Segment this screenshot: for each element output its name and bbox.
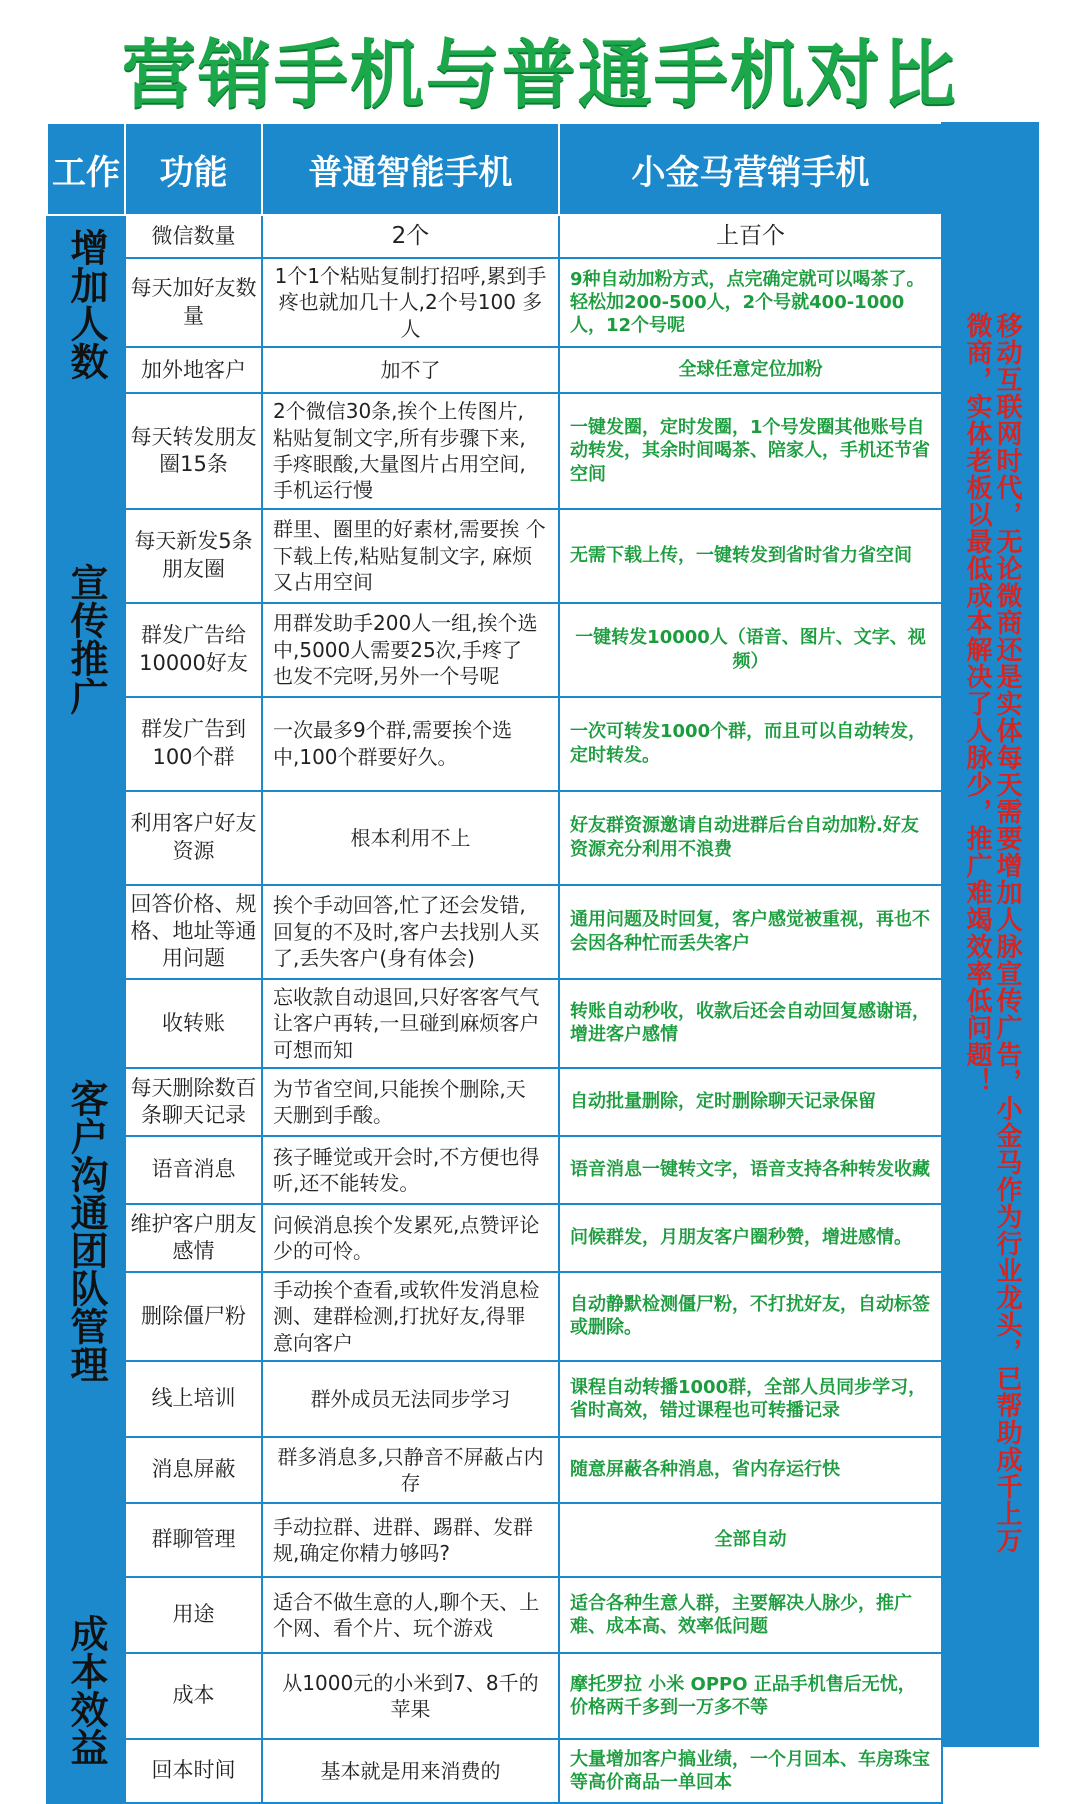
category-promotion: 宣传推广 — [47, 393, 125, 885]
table-row — [47, 979, 942, 1068]
header-row — [47, 123, 942, 215]
row-function: 收转账 — [125, 979, 262, 1068]
row-function: 回答价格、规格、地址等通用问题 — [125, 885, 262, 979]
row-normal: 从1000元的小米到7、8千的苹果 — [262, 1653, 559, 1739]
category-cost-benefit: 成本效益 — [47, 1577, 125, 1803]
row-normal: 根本利用不上 — [262, 791, 559, 885]
category-customer-communication: 客户沟通团队管理 — [47, 885, 125, 1577]
row-function: 群发广告给10000好友 — [125, 603, 262, 697]
row-function: 回本时间 — [125, 1739, 262, 1803]
table-row — [47, 1653, 942, 1739]
row-function: 群聊管理 — [125, 1503, 262, 1577]
table-row — [47, 885, 942, 979]
row-function: 每天转发朋友圈15条 — [125, 393, 262, 509]
row-marketing: 一次可转发1000个群，而且可以自动转发，定时转发。 — [559, 697, 942, 791]
row-marketing: 摩托罗拉 小米 OPPO 正品手机售后无忧，价格两千多到一万多不等 — [559, 1653, 942, 1739]
row-normal: 挨个手动回答,忙了还会发错, 回复的不及时,客户去找别人买 了,丢失客户(身有体会) — [262, 885, 559, 979]
row-function: 用途 — [125, 1577, 262, 1653]
row-function: 加外地客户 — [125, 347, 262, 393]
row-normal: 用群发助手200人一组,挨个选 中,5000人需要25次,手疼了 也发不完呀,另外一个号呢 — [262, 603, 559, 697]
row-normal: 群多消息多,只静音不屏蔽占内存 — [262, 1437, 559, 1503]
table-row — [47, 215, 942, 258]
table-row — [47, 1136, 942, 1204]
row-normal: 群外成员无法同步学习 — [262, 1361, 559, 1437]
row-marketing: 全部自动 — [559, 1503, 942, 1577]
table-row — [47, 258, 942, 347]
row-marketing: 无需下载上传，一键转发到省时省力省空间 — [559, 509, 942, 603]
row-marketing: 好友群资源邀请自动进群后台自动加粉.好友资源充分利用不浪费 — [559, 791, 942, 885]
row-marketing: 课程自动转播1000群，全部人员同步学习，省时高效，错过课程也可转播记录 — [559, 1361, 942, 1437]
row-marketing: 随意屏蔽各种消息，省内存运行快 — [559, 1437, 942, 1503]
table-row — [47, 1272, 942, 1361]
row-normal: 1个1个粘贴复制打招呼,累到手疼也就加几十人,2个号100 多人 — [262, 258, 559, 347]
table-row — [47, 1577, 942, 1653]
row-marketing: 语音消息一键转文字，语音支持各种转发收藏 — [559, 1136, 942, 1204]
header-marketing-phone: 小金马营销手机 — [559, 123, 942, 215]
row-function: 每天加好友数量 — [125, 258, 262, 347]
row-marketing: 自动批量删除，定时删除聊天记录保留 — [559, 1068, 942, 1136]
row-marketing: 自动静默检测僵尸粉，不打扰好友，自动标签或删除。 — [559, 1272, 942, 1361]
header-function: 功能 — [125, 123, 262, 215]
table-row — [47, 347, 942, 393]
row-normal: 忘收款自动退回,只好客客气气 让客户再转,一旦碰到麻烦客户 可想而知 — [262, 979, 559, 1068]
row-function: 消息屏蔽 — [125, 1437, 262, 1503]
row-marketing: 通用问题及时回复，客户感觉被重视，再也不会因各种忙而丢失客户 — [559, 885, 942, 979]
row-normal: 基本就是用来消费的 — [262, 1739, 559, 1803]
row-function: 删除僵尸粉 — [125, 1272, 262, 1361]
table-row — [47, 697, 942, 791]
row-marketing: 大量增加客户搞业绩，一个月回本、车房珠宝等高价商品一单回本 — [559, 1739, 942, 1803]
table-row — [47, 1068, 942, 1136]
row-normal: 手动拉群、进群、踢群、发群规,确定你精力够吗? — [262, 1503, 559, 1577]
table-row — [47, 1437, 942, 1503]
table-row — [47, 1361, 942, 1437]
row-function: 语音消息 — [125, 1136, 262, 1204]
row-normal: 手动挨个查看,或软件发消息检 测、建群检测,打扰好友,得罪 意向客户 — [262, 1272, 559, 1361]
page-title: 营销手机与普通手机对比 — [122, 32, 958, 118]
row-normal: 2个微信30条,挨个上传图片, 粘贴复制文字,所有步骤下来, 手疼眼酸,大量图片占用空间, 手机运行慢 — [262, 393, 559, 509]
table-row — [47, 1739, 942, 1803]
row-normal: 2个 — [262, 215, 559, 258]
table-row — [47, 791, 942, 885]
comparison-table — [46, 122, 943, 1804]
row-function: 线上培训 — [125, 1361, 262, 1437]
row-marketing: 一键转发10000人（语音、图片、文字、视频） — [559, 603, 942, 697]
row-function: 群发广告到100个群 — [125, 697, 262, 791]
category-increase-people: 增加人数 — [47, 215, 125, 393]
row-normal: 一次最多9个群,需要挨个选中,100个群要好久。 — [262, 697, 559, 791]
row-function: 每天删除数百条聊天记录 — [125, 1068, 262, 1136]
row-function: 每天新发5条朋友圈 — [125, 509, 262, 603]
row-normal: 加不了 — [262, 347, 559, 393]
table-row — [47, 1503, 942, 1577]
side-note-text: 移动互联网时代，无论微商还是实体每天需要增加人脉宣传广告，小金马作为行业龙头，已帮助成千上万微商，实体老板以最低成本解决了人脉少，推广难竭效率低问题！ — [962, 312, 1022, 1554]
row-function: 微信数量 — [125, 215, 262, 258]
row-normal: 为节省空间,只能挨个删除,天 天删到手酸。 — [262, 1068, 559, 1136]
row-normal: 群里、圈里的好素材,需要挨 个下载上传,粘贴复制文字, 麻烦又占用空间 — [262, 509, 559, 603]
row-marketing: 一键发圈，定时发圈，1个号发圈其他账号自动转发，其余时间喝茶、陪家人，手机还节省空间 — [559, 393, 942, 509]
row-marketing: 上百个 — [559, 215, 942, 258]
table-row — [47, 393, 942, 509]
header-normal-phone: 普通智能手机 — [262, 123, 559, 215]
row-function: 利用客户好友资源 — [125, 791, 262, 885]
row-normal: 问候消息挨个发累死,点赞评论 少的可怜。 — [262, 1204, 559, 1272]
row-marketing: 问候群发，月朋友客户圈秒赞，增进感情。 — [559, 1204, 942, 1272]
row-function: 成本 — [125, 1653, 262, 1739]
header-work: 工作 — [47, 123, 125, 215]
table-row — [47, 1204, 942, 1272]
row-normal: 孩子睡觉或开会时,不方便也得听,还不能转发。 — [262, 1136, 559, 1204]
row-marketing: 转账自动秒收，收款后还会自动回复感谢语，增进客户感情 — [559, 979, 942, 1068]
table-row — [47, 509, 942, 603]
row-marketing: 全球任意定位加粉 — [559, 347, 942, 393]
row-marketing: 9种自动加粉方式，点完确定就可以喝茶了。轻松加200-500人，2个号就400-1000人，12个号呢 — [559, 258, 942, 347]
table-row — [47, 603, 942, 697]
row-normal: 适合不做生意的人,聊个天、上个网、看个片、玩个游戏 — [262, 1577, 559, 1653]
row-marketing: 适合各种生意人群，主要解决人脉少，推广难、成本高、效率低问题 — [559, 1577, 942, 1653]
row-function: 维护客户朋友感情 — [125, 1204, 262, 1272]
